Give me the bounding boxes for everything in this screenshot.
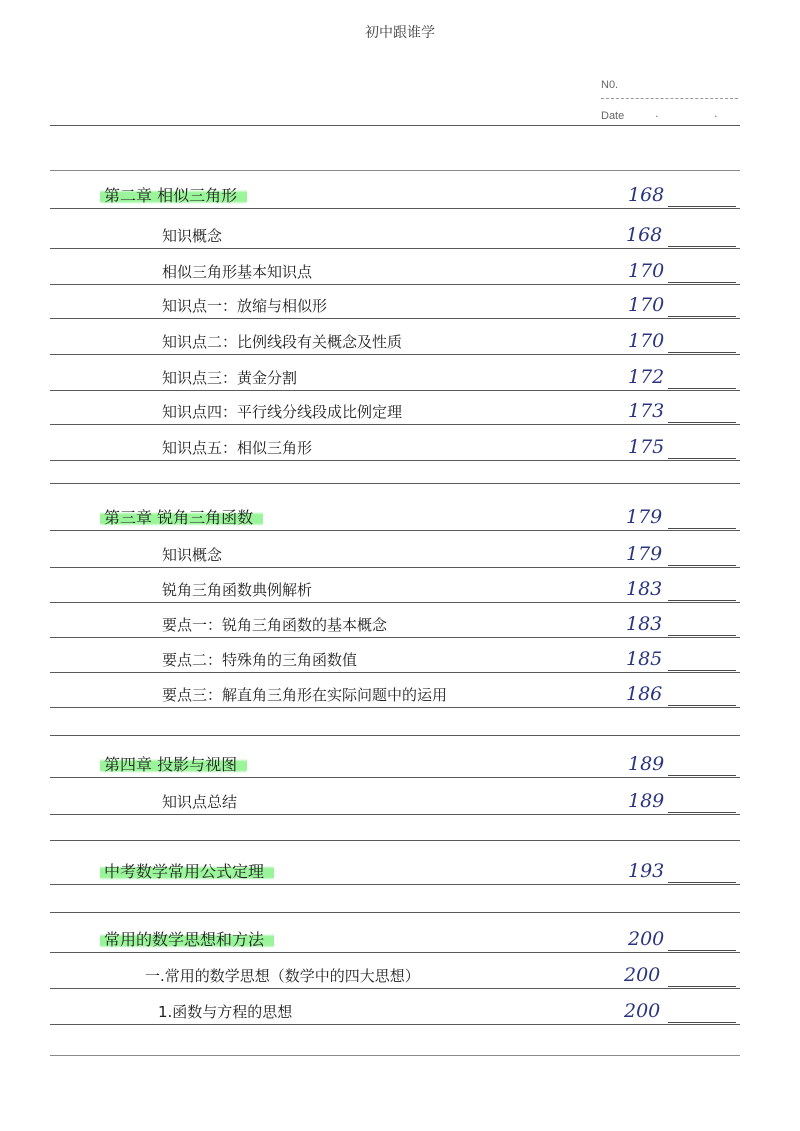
toc-entry[interactable] — [162, 650, 357, 670]
toc-entry-title: 锐角三角函数典例解析 — [162, 581, 313, 599]
ruled-line — [50, 952, 740, 953]
toc-entry-title: 要点二：特殊角的三角函数值 — [162, 651, 358, 669]
ruled-line — [50, 840, 740, 841]
ruled-line — [50, 602, 740, 603]
toc-entry[interactable] — [162, 368, 297, 388]
toc-entry-title: 要点三：解直角三角形在实际问题中的运用 — [162, 686, 448, 704]
notebook-date-dots: · · — [655, 110, 744, 123]
toc-entry-page: 179 — [626, 506, 663, 528]
ruled-line — [50, 912, 740, 913]
ruled-line — [50, 707, 740, 708]
ruled-line — [50, 248, 740, 249]
toc-entry[interactable] — [162, 792, 237, 812]
page-underline — [668, 565, 736, 566]
toc-entry[interactable] — [162, 615, 387, 635]
toc-entry[interactable] — [145, 966, 420, 986]
ruled-line — [50, 208, 740, 209]
ruled-line — [50, 1055, 740, 1056]
toc-entry[interactable] — [100, 755, 247, 775]
toc-entry[interactable] — [158, 1002, 292, 1022]
page-underline — [668, 1022, 736, 1023]
toc-entry[interactable] — [100, 186, 247, 206]
ruled-line — [50, 390, 740, 391]
toc-entry-page: 200 — [624, 1000, 661, 1022]
toc-entry-page: 175 — [628, 436, 665, 458]
toc-entry-title: 一.常用的数学思想（数学中的四大思想） — [145, 967, 420, 985]
ruled-line — [50, 460, 740, 461]
page-underline — [668, 670, 736, 671]
toc-entry[interactable] — [100, 930, 274, 950]
page-underline — [668, 388, 736, 389]
toc-entry[interactable] — [162, 262, 312, 282]
toc-entry-page: 179 — [626, 543, 663, 565]
toc-entry-page: 170 — [628, 330, 665, 352]
page-underline — [668, 882, 736, 883]
ruled-line — [50, 483, 740, 484]
page-underline — [668, 812, 736, 813]
toc-entry-page: 193 — [628, 860, 665, 882]
toc-entry-page: 170 — [628, 260, 665, 282]
ruled-line — [50, 988, 740, 989]
toc-entry[interactable] — [162, 438, 312, 458]
toc-entry[interactable] — [162, 226, 222, 246]
toc-entry-page: 183 — [626, 578, 663, 600]
toc-entry-title: 知识概念 — [162, 546, 223, 564]
toc-entry[interactable] — [162, 685, 447, 705]
ruled-line — [50, 1024, 740, 1025]
ruled-line — [50, 284, 740, 285]
page-underline — [668, 206, 736, 207]
toc-entry-title: 相似三角形基本知识点 — [162, 263, 313, 281]
toc-entry-title: 第四章 投影与视图 — [100, 755, 247, 774]
toc-entry[interactable] — [162, 332, 402, 352]
page-underline — [668, 316, 736, 317]
ruled-line — [50, 884, 740, 885]
toc-entry-title: 知识点四：平行线分线段成比例定理 — [162, 403, 403, 421]
notebook-date-label: Date — [601, 110, 625, 122]
toc-entry[interactable] — [162, 402, 402, 422]
toc-entry-page: 168 — [628, 184, 665, 206]
toc-entry-page: 185 — [626, 648, 663, 670]
ruled-line — [50, 672, 740, 673]
ruled-line — [50, 814, 740, 815]
toc-entry[interactable] — [162, 296, 327, 316]
ruled-line — [50, 354, 740, 355]
page-underline — [668, 422, 736, 423]
page-underline — [668, 246, 736, 247]
page-underline — [668, 282, 736, 283]
ruled-line — [50, 735, 740, 736]
toc-entry[interactable] — [162, 545, 222, 565]
page-underline — [668, 950, 736, 951]
page-underline — [668, 352, 736, 353]
page-underline — [668, 458, 736, 459]
toc-entry-title: 第三章 锐角三角函数 — [100, 508, 263, 527]
number-line — [601, 98, 738, 99]
page-underline — [668, 986, 736, 987]
toc-entry-page: 168 — [626, 224, 663, 246]
ruled-line — [50, 637, 740, 638]
page-underline — [668, 528, 736, 529]
toc-entry-title: 要点一：锐角三角函数的基本概念 — [162, 616, 388, 634]
toc-entry-page: 200 — [624, 964, 661, 986]
toc-entry-page: 189 — [628, 790, 665, 812]
toc-entry-title: 知识点三：黄金分割 — [162, 369, 298, 387]
toc-entry-title: 常用的数学思想和方法 — [100, 930, 274, 949]
toc-entry-title: 第二章 相似三角形 — [100, 186, 247, 205]
toc-entry-title: 1.函数与方程的思想 — [158, 1003, 293, 1021]
toc-entry-title: 知识概念 — [162, 227, 223, 245]
ruled-line — [50, 318, 740, 319]
page-title: 初中跟谁学 — [365, 25, 435, 41]
toc-entry-page: 200 — [628, 928, 665, 950]
ruled-line — [50, 530, 740, 531]
page-underline — [668, 635, 736, 636]
toc-entry-title: 知识点二：比例线段有关概念及性质 — [162, 333, 403, 351]
toc-entry[interactable] — [100, 508, 263, 528]
toc-entry[interactable] — [162, 580, 312, 600]
toc-entry-title: 知识点五：相似三角形 — [162, 439, 313, 457]
ruled-line — [50, 170, 740, 171]
ruled-line — [50, 777, 740, 778]
toc-entry-page: 173 — [628, 400, 665, 422]
ruled-line — [50, 424, 740, 425]
toc-entry-page: 183 — [626, 613, 663, 635]
toc-entry-title: 知识点总结 — [162, 793, 238, 811]
toc-entry-title: 中考数学常用公式定理 — [100, 862, 274, 881]
toc-entry-page: 170 — [628, 294, 665, 316]
page-underline — [668, 600, 736, 601]
notebook-number-label: N0. — [601, 79, 619, 91]
toc-entry-page: 172 — [628, 366, 665, 388]
toc-entry-title: 知识点一：放缩与相似形 — [162, 297, 328, 315]
page-underline — [668, 775, 736, 776]
page-underline — [668, 705, 736, 706]
toc-entry-page: 186 — [626, 683, 663, 705]
ruled-line — [50, 125, 740, 126]
ruled-line — [50, 567, 740, 568]
toc-entry[interactable] — [100, 862, 274, 882]
toc-entry-page: 189 — [628, 753, 665, 775]
